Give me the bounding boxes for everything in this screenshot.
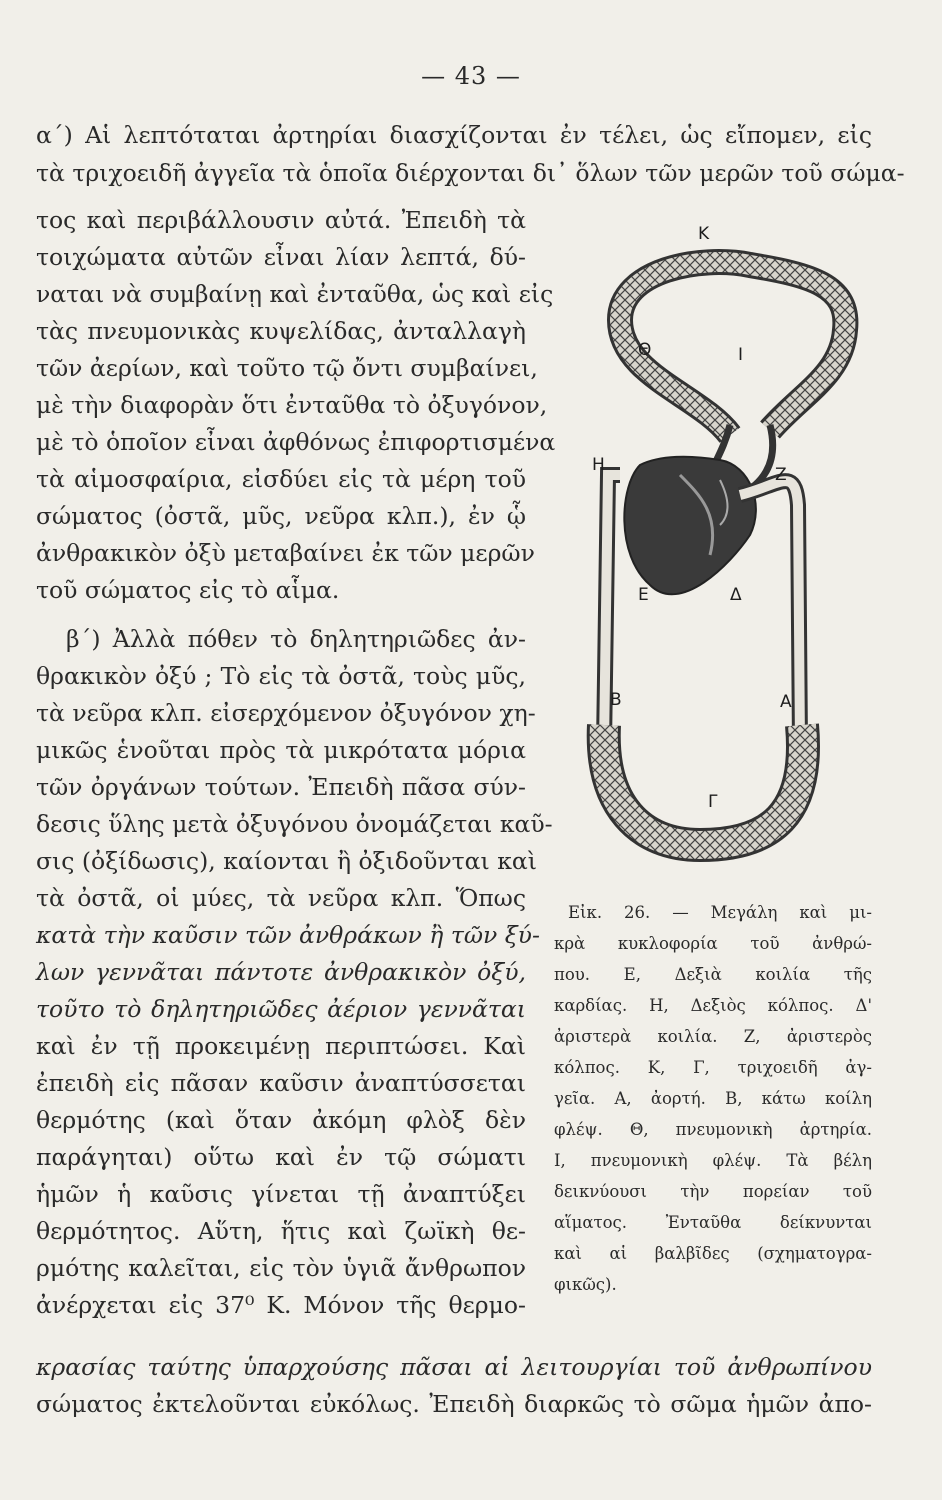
svg-text:Ι: Ι	[738, 345, 744, 365]
text-line: ἐπειδὴ εἰς πᾶσαν καῦσιν ἀναπτύσσεται	[36, 1069, 526, 1097]
figure-caption	[554, 897, 872, 1300]
text-line: παράγηται) οὕτω καὶ ἐν τῷ σώματι	[36, 1143, 526, 1171]
svg-text:Κ: Κ	[698, 225, 710, 244]
caption-line: κόλπος. Κ, Γ, τριχοειδῆ ἀγ-	[554, 1058, 872, 1077]
caption-line: Εἰκ. 26. — Μεγάλη καὶ μι-	[568, 903, 872, 922]
svg-text:Θ: Θ	[638, 340, 652, 360]
circulation-diagram	[580, 225, 880, 885]
caption-line: κρὰ κυκλοφορία τοῦ ἀνθρώ-	[554, 934, 872, 953]
caption-line: φλέψ. Θ, πνευμονικὴ ἀρτηρία.	[554, 1120, 872, 1139]
italic-text-line: τοῦτο τὸ δηλητηριῶδες ἀέριον γεννᾶται	[36, 995, 526, 1023]
text-line: τὰ ὀστᾶ, οἱ μύες, τὰ νεῦρα κλπ. Ὅπως	[36, 884, 526, 912]
text-line: μὲ τὸ ὁποῖον εἶναι ἀφθόνως ἐπιφορτισμένα	[36, 428, 556, 456]
circulation-figure	[580, 225, 880, 885]
svg-text:Δ: Δ	[730, 585, 742, 605]
page-number: — 43 —	[421, 62, 521, 90]
caption-line: αἵματος. Ἐνταῦθα δείκνυνται	[554, 1213, 872, 1232]
text-line: τοιχώματα αὐτῶν εἶναι λίαν λεπτά, δύ-	[36, 243, 526, 271]
paragraph-start-line: β΄) Ἀλλὰ πόθεν τὸ δηλητηριῶδες ἀν-	[66, 625, 526, 653]
italic-text-line: κατὰ τὴν καῦσιν τῶν ἀνθράκων ἢ τῶν ξύ-	[36, 921, 540, 949]
text-line: τοῦ σώματος εἰς τὸ αἷμα.	[36, 576, 340, 604]
caption-line: δεικνύουσι τὴν πορείαν τοῦ	[554, 1182, 872, 1201]
text-line: θερμότητος. Αὕτη, ἥτις καὶ ζωϊκὴ θε-	[36, 1217, 526, 1245]
text-line: μικῶς ἑνοῦται πρὸς τὰ μικρότατα μόρια	[36, 736, 526, 764]
heart	[624, 457, 756, 595]
text-line: ρμότης καλεῖται, εἰς τὸν ὑγιᾶ ἄνθρωπον	[36, 1254, 526, 1282]
svg-text:Η: Η	[592, 455, 605, 475]
text-line: σις (ὀξίδωσις), καίονται ἢ ὀξιδοῦνται καὶ	[36, 847, 538, 875]
text-line: σώματος ἐκτελοῦνται εὐκόλως. Ἐπειδὴ διαρκῶς τὸ σῶμα ἡμῶν ἀπο-	[36, 1390, 872, 1418]
caption-line: γεῖα. Α, ἀορτή. Β, κάτω κοίλη	[554, 1089, 872, 1108]
caption-line: καὶ αἱ βαλβῖδες (σχηματογρα-	[554, 1244, 872, 1263]
caption-line: που. Ε, Δεξιὰ κοιλία τῆς	[554, 965, 872, 984]
text-line: θρακικὸν ὀξύ ; Τὸ εἰς τὰ ὀστᾶ, τοὺς μῦς,	[36, 662, 526, 690]
svg-text:Ε: Ε	[638, 585, 649, 605]
text-line: α΄) Αἱ λεπτόταται ἀρτηρίαι διασχίζονται ἐν τέλει, ὡς εἴπομεν, εἰς	[36, 121, 872, 149]
svg-text:Γ: Γ	[708, 792, 718, 812]
text-line: τὰ νεῦρα κλπ. εἰσερχόμενον ὀξυγόνον χη-	[36, 699, 536, 727]
text-line: ναται νὰ συμβαίνῃ καὶ ἐνταῦθα, ὡς καὶ εἰς	[36, 280, 554, 308]
svg-text:Α: Α	[780, 692, 792, 712]
text-line: τῶν ὀργάνων τούτων. Ἐπειδὴ πᾶσα σύν-	[36, 773, 526, 801]
svg-text:Ζ: Ζ	[775, 465, 787, 485]
caption-line: καρδίας. Η, Δεξιὸς κόλπος. Δ'	[554, 996, 872, 1015]
svg-text:Β: Β	[610, 690, 622, 710]
text-line: τῶν ἀερίων, καὶ τοῦτο τῷ ὄντι συμβαίνει,	[36, 354, 538, 382]
text-line: δεσις ὕλης μετὰ ὀξυγόνου ὀνομάζεται καῦ-	[36, 810, 553, 838]
caption-line: Ι, πνευμονικὴ φλέψ. Τὰ βέλη	[554, 1151, 872, 1170]
text-line: ἡμῶν ἡ καῦσις γίνεται τῇ ἀναπτύξει	[36, 1180, 526, 1208]
text-line: σώματος (ὀστᾶ, μῦς, νεῦρα κλπ.), ἐν ᾧ	[36, 502, 526, 530]
text-line: ἀνθρακικὸν ὀξὺ μεταβαίνει ἐκ τῶν μερῶν	[36, 539, 535, 567]
italic-text-line: λων γεννᾶται πάντοτε ἀνθρακικὸν ὀξύ,	[36, 958, 526, 986]
text-line: καὶ ἐν τῇ προκειμένῃ περιπτώσει. Καὶ	[36, 1032, 526, 1060]
text-line: θερμότης (καὶ ὅταν ἀκόμη φλὸξ δὲν	[36, 1106, 526, 1134]
caption-line: ἀριστερὰ κοιλία. Ζ, ἀριστερὸς	[554, 1027, 872, 1046]
text-line: τὰ τριχοειδῆ ἀγγεῖα τὰ ὁποῖα διέρχονται δι᾽ ὅλων τῶν μερῶν τοῦ σώμα-	[36, 159, 905, 187]
text-line: τος καὶ περιβάλλουσιν αὐτά. Ἐπειδὴ τὰ	[36, 206, 526, 234]
text-line: ἀνέρχεται εἰς 37⁰ Κ. Μόνον τῆς θερμο-	[36, 1291, 526, 1319]
caption-line: φικῶς).	[554, 1275, 617, 1294]
text-line: τὰς πνευμονικὰς κυψελίδας, ἀνταλλαγὴ	[36, 317, 526, 345]
text-line: μὲ τὴν διαφορὰν ὅτι ἐνταῦθα τὸ ὀξυγόνον,	[36, 391, 548, 419]
text-line: κρασίας ταύτης ὑπαρχούσης πᾶσαι αἱ λειτουργίαι τοῦ ἀνθρωπίνου	[36, 1353, 872, 1381]
text-line: τὰ αἱμοσφαίρια, εἰσδύει εἰς τὰ μέρη τοῦ	[36, 465, 526, 493]
